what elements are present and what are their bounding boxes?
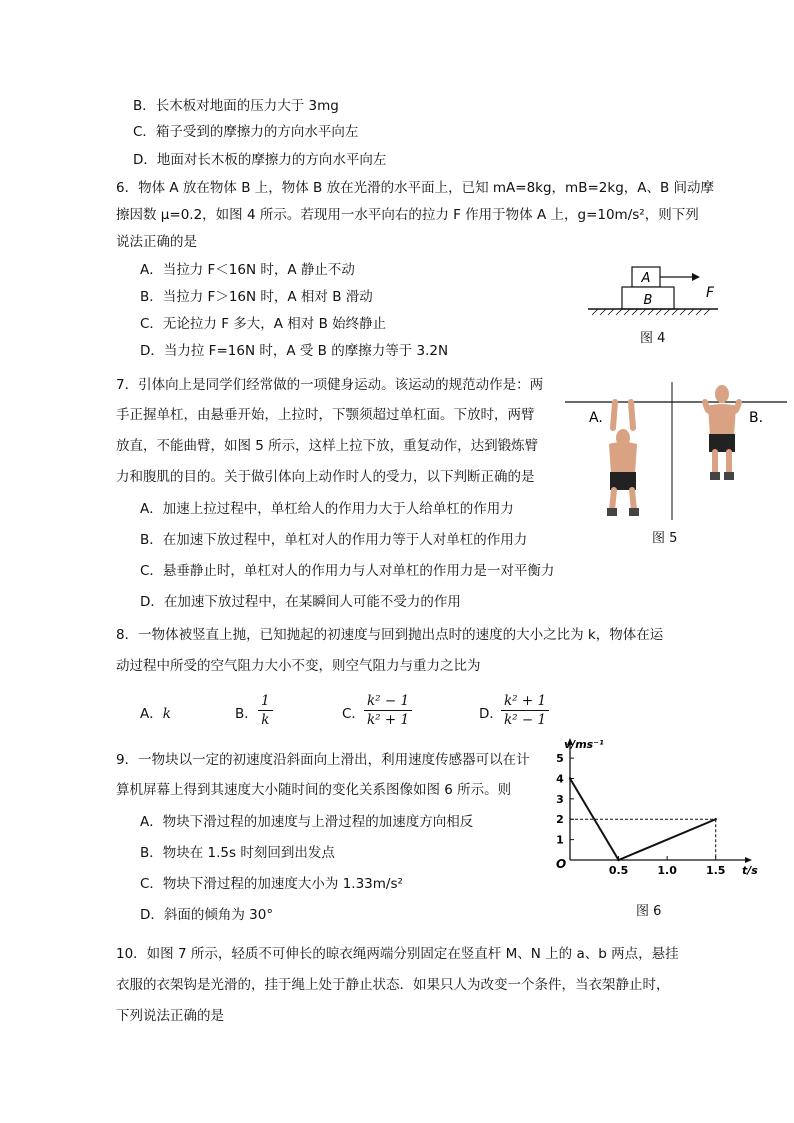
q10-stem-line2: 衣服的衣架钩是光滑的，挂于绳上处于静止状态．如果只人为改变一个条件，当衣架静止时，	[116, 977, 670, 993]
q6-stem-line2: 擦因数 μ=0.2，如图 4 所示。若现用一水平向右的拉力 F 作用于物体 A 上，g=10m/s²，则下列	[116, 207, 699, 223]
data-point-2	[715, 818, 717, 820]
q9-option-d: D．斜面的倾角为 30°	[140, 907, 274, 923]
q7-stem-line4: 力和腹肌的目的。关于做引体向上动作时人的受力，以下判断正确的是	[116, 469, 535, 485]
chart-x-axis-label: t/s	[742, 864, 758, 877]
figure-6-vt-chart	[548, 738, 758, 883]
ground-hatching	[592, 309, 710, 315]
figure-4-caption: 图 4	[640, 331, 666, 346]
figure-4-blocks	[588, 262, 728, 324]
figure-5-label-a: A.	[589, 410, 603, 426]
q6-option-b: B．当拉力 F＞16N 时，A 相对 B 滑动	[140, 289, 373, 305]
q7-option-b: B．在加速下放过程中，单杠对人的作用力等于人对单杠的作用力	[140, 532, 528, 548]
q9-stem-line2: 算机屏幕上得到其速度大小随时间的变化关系图像如图 6 所示。则	[116, 782, 512, 798]
y-tick-label-5: 5	[556, 752, 564, 766]
q7-stem-line2: 手正握单杠，由悬垂开始，上拉时，下颚须超过单杠面。下放时，两臂	[116, 407, 535, 423]
q8-option-b-numerator: 1	[258, 692, 273, 711]
q8-option-c-denominator: k² + 1	[367, 712, 410, 728]
label-f: F	[706, 285, 715, 301]
q8-option-d-numerator: k² + 1	[501, 692, 549, 711]
q8-option-c-fraction	[364, 692, 412, 729]
chart-guides	[570, 819, 716, 860]
chart-axes	[567, 738, 752, 863]
q6-stem-line3: 说法正确的是	[116, 234, 197, 250]
chart-y-axis-label: v/ms⁻¹	[564, 738, 604, 751]
q5-option-c: C．箱子受到的摩擦力的方向水平向左	[133, 124, 359, 140]
person-hanging	[607, 402, 639, 516]
figure-5-pullups	[565, 382, 790, 522]
q7-option-c: C．悬垂静止时，单杠对人的作用力与人对单杠的作用力是一对平衡力	[140, 563, 555, 579]
x-axis-arrow	[745, 857, 752, 863]
q5-option-d: D．地面对长木板的摩擦力的方向水平向左	[133, 152, 387, 168]
figure-6-caption: 图 6	[636, 904, 662, 919]
q8-stem-line1: 8．一物体被竖直上抛，已知抛起的初速度与回到抛出点时的速度的大小之比为 k，物体在运	[116, 627, 664, 643]
x-tick-label-1.0: 1.0	[657, 864, 677, 877]
q6-option-d: D．当力拉 F=16N 时，A 受 B 的摩擦力等于 3.2N	[140, 343, 449, 359]
force-arrowhead	[692, 273, 700, 281]
q6-option-c: C．无论拉力 F 多大，A 相对 B 始终静止	[140, 316, 387, 332]
chart-ticks	[556, 752, 725, 877]
q5-option-b: B．长木板对地面的压力大于 3mg	[133, 98, 339, 114]
q6-stem-line1: 6．物体 A 放在物体 B 上，物体 B 放在光滑的水平面上，已知 mA=8kg，mB=2kg，A、B 间动摩	[116, 180, 715, 196]
data-point-1	[617, 859, 619, 861]
q9-option-a: A．物块下滑过程的加速度与上滑过程的加速度方向相反	[140, 814, 474, 830]
figure-5-caption: 图 5	[652, 531, 678, 546]
q7-stem-line3: 放直，不能曲臂，如图 5 所示，这样上拉下放，重复动作，达到锻炼臂	[116, 438, 539, 454]
x-tick-label-1.5: 1.5	[705, 864, 726, 877]
q8-option-b-label: B．	[235, 706, 258, 722]
label-a: A	[641, 271, 651, 286]
chart-origin-label: O	[556, 857, 567, 871]
q8-option-a-label: A．	[140, 706, 163, 722]
q6-option-a: A．当拉力 F＜16N 时，A 静止不动	[140, 262, 355, 278]
q7-option-a: A．加速上拉过程中，单杠给人的作用力大于人给单杠的作用力	[140, 501, 514, 517]
q8-option-c-label: C．	[342, 706, 365, 722]
x-tick-label-0.5: 0.5	[608, 864, 629, 877]
person-pulled-up	[705, 385, 739, 480]
q8-option-a	[140, 704, 171, 724]
data-point-0	[569, 777, 571, 779]
label-b: B	[643, 293, 653, 308]
q9-option-c: C．物块下滑过程的加速度大小为 1.33m/s²	[140, 876, 403, 892]
q8-option-d-fraction	[501, 692, 549, 729]
y-tick-label-3: 3	[556, 792, 564, 806]
q8-option-b-fraction	[258, 692, 273, 729]
q9-stem-line1: 9．一物块以一定的初速度沿斜面向上滑出，利用速度传感器可以在计	[116, 752, 530, 768]
q8-option-a-value: k	[162, 706, 171, 722]
y-tick-label-1: 1	[556, 833, 564, 847]
y-tick-label-4: 4	[556, 772, 564, 786]
q10-stem-line3: 下列说法正确的是	[116, 1008, 224, 1024]
q7-option-d: D．在加速下放过程中，在某瞬间人可能不受力的作用	[140, 594, 461, 610]
q8-stem-line2: 动过程中所受的空气阻力大小不变，则空气阻力与重力之比为	[116, 658, 481, 674]
q8-option-d-denominator: k² − 1	[504, 712, 547, 728]
q9-option-b: B．物块在 1.5s 时刻回到出发点	[140, 845, 335, 861]
q8-option-c-numerator: k² − 1	[364, 692, 412, 711]
q7-stem-line1: 7．引体向上是同学们经常做的一项健身运动。该运动的规范动作是：两	[116, 377, 544, 393]
figure-5-label-b: B.	[749, 410, 764, 426]
y-tick-label-2: 2	[556, 813, 564, 827]
q10-stem-line1: 10．如图 7 所示，轻质不可伸长的晾衣绳两端分别固定在竖直杆 M、N 上的 a、b 两点，悬挂	[116, 946, 679, 962]
q8-option-d-label: D．	[479, 706, 503, 722]
q8-option-b-denominator: k	[261, 712, 270, 728]
